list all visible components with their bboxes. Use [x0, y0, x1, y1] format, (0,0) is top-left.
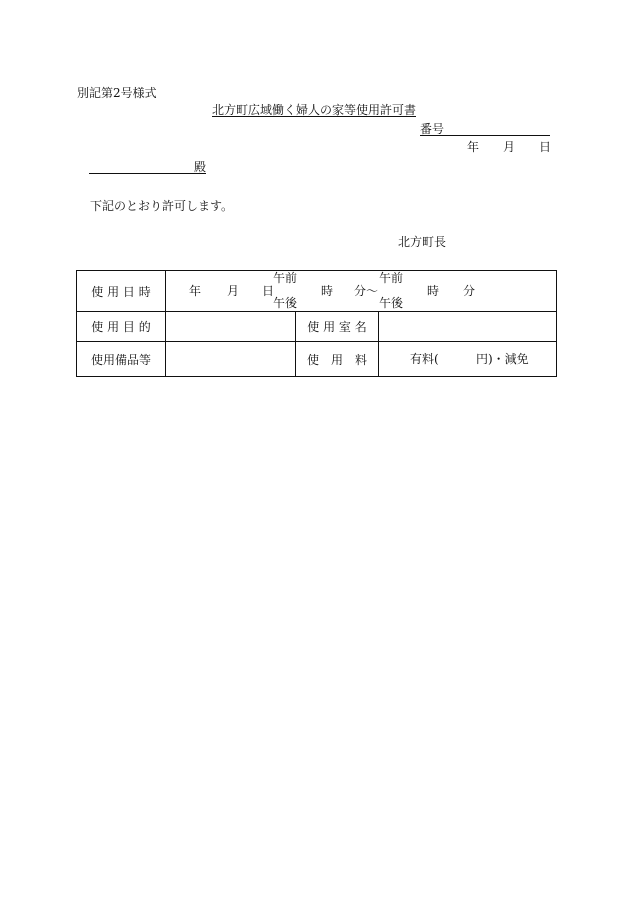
equipment-row: [77, 342, 557, 377]
usage-minute-2: 分: [463, 284, 476, 298]
issuer-name: 北方町長: [398, 235, 447, 249]
addressee-suffix: 殿: [194, 160, 207, 174]
number-label: 番号: [420, 122, 445, 136]
form-number: 別記第2号様式: [77, 86, 157, 100]
permission-statement: 下記のとおり許可します。: [90, 199, 234, 213]
usage-purpose-row: [77, 312, 557, 342]
addressee-blank-line: [89, 173, 206, 174]
usage-minute-1: 分〜: [354, 284, 379, 298]
usage-pm-1: 午後: [273, 296, 298, 310]
usage-fee-value: [379, 342, 557, 377]
room-name-value: [379, 312, 557, 342]
usage-year: 年: [189, 284, 202, 298]
usage-datetime-cell: [166, 271, 557, 312]
date-year: 年: [467, 140, 480, 154]
equipment-value: [166, 342, 296, 377]
equipment-label: 使用備品等: [77, 342, 166, 377]
usage-datetime-row: [77, 271, 557, 312]
usage-hour-1: 時: [321, 284, 334, 298]
usage-day: 日: [262, 284, 275, 298]
date-day: 日: [539, 140, 552, 154]
usage-permit-table: [76, 270, 557, 377]
usage-am-1: 午前: [273, 271, 298, 285]
usage-am-2: 午前: [379, 271, 404, 285]
usage-pm-2: 午後: [379, 296, 404, 310]
usage-purpose-value: [166, 312, 296, 342]
usage-fee-label: 使 用 料: [296, 342, 379, 377]
document-title: 北方町広域働く婦人の家等使用許可書: [212, 103, 417, 117]
number-blank-line: [420, 135, 550, 136]
usage-datetime-label: 使 用 日 時: [77, 271, 166, 312]
usage-purpose-label: 使 用 目 的: [77, 312, 166, 342]
usage-hour-2: 時: [427, 284, 440, 298]
usage-month: 月: [227, 284, 240, 298]
room-name-label: 使 用 室 名: [296, 312, 379, 342]
date-month: 月: [503, 140, 516, 154]
fee-paid-prefix: 有料(: [410, 352, 439, 366]
fee-yen-exemption: 円)・減免: [476, 352, 529, 366]
